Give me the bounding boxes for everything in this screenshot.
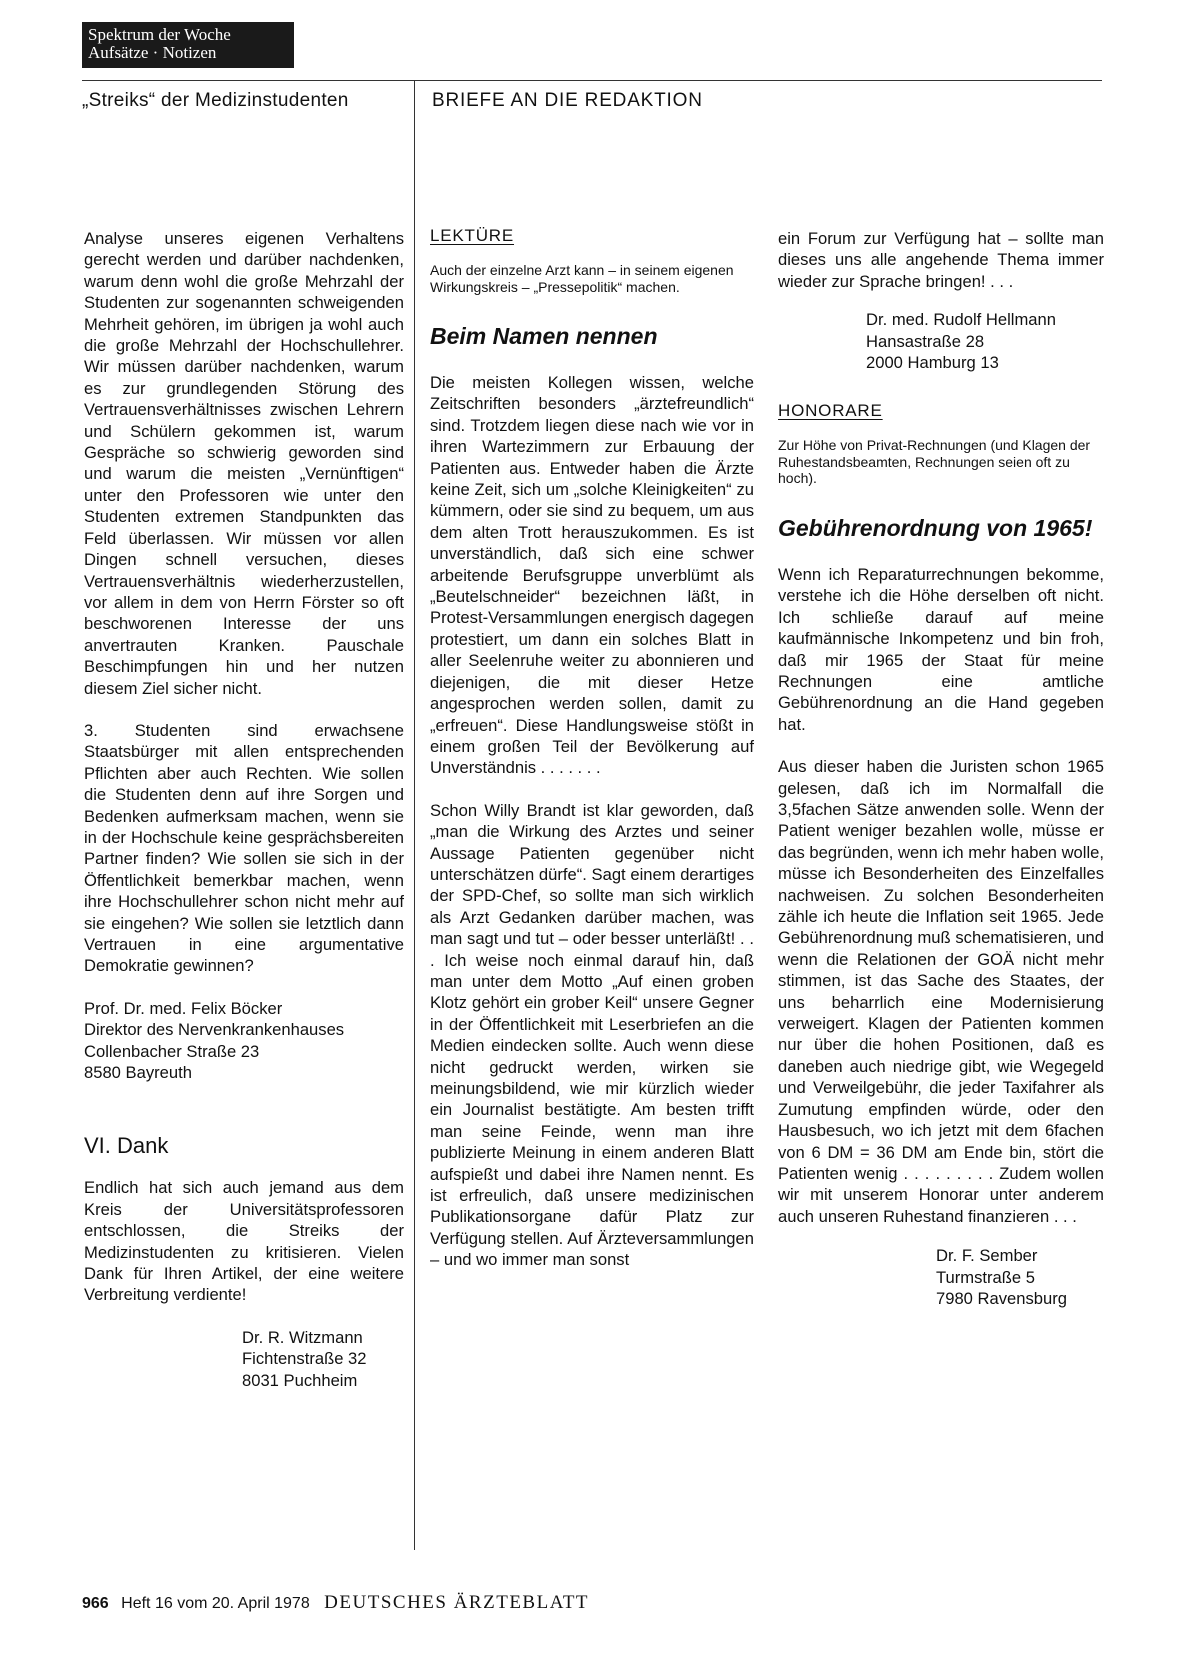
signature-hellmann: Dr. med. Rudolf Hellmann Hansastraße 28 2000 Hamburg 13 xyxy=(866,310,1056,373)
magazine-name: DEUTSCHES ÄRZTEBLATT xyxy=(324,1592,590,1613)
signature-boecker: Prof. Dr. med. Felix Böcker Direktor des Nervenkrankenhauses Collenbacher Straße 23 8580 Bayreuth xyxy=(84,998,345,1083)
body-paragraph: Wenn ich Reparaturrechnungen bekomme, verstehe ich die Höhe derselben oft nicht. Ich schließe darauf auf meine kaufmännische Inkompetenz und bin froh, daß mir 1965 der Staat für meine Rechnungen eine amtliche Gebührenordnung an die Hand gegeben hat. xyxy=(778,564,1104,734)
column-1 xyxy=(84,228,404,1391)
lead-text: Zur Höhe von Privat-Rechnungen (und Klagen der Ruhestandsbeamten, Rechnungen seien oft zu hoch). xyxy=(778,437,1091,487)
letter-headline: Beim Namen nennen xyxy=(430,323,658,349)
body-paragraph: Aus dieser haben die Juristen schon 1965 gelesen, daß ich im Normalfall die 3,5fachen Sätze anwenden solle. Wenn der Patient weniger bezahlen wolle, müsse er das begründen, wenn ich mehr haben wolle, müsse ich Besonderheiten des Einzelfalles nachweisen. Zu solchen Besonderheiten zähle ich heute die Inflation seit 1965. Jede Gebührenordnung muß schematisieren, und wenn die Relationen der GOÄ nicht mehr stimmen, ist das Sache des Staates, der uns beharrlich eine Modernisierung verweigert. Klagen der Patienten kommen nur über die hohen Positionen, daß es daneben auch niedrige gibt, wie Wegegeld und Verweilgebühr, die jeder Taxifahrer als Zumutung empfinden würde, oder den Hausbesuch, wo ich jetzt mit dem 6fachen von 6 DM = 36 DM am Ende bin, stört die Patienten wenig . . . . . . . . . Zudem wollen wir mit unserem Honorar unter anderem auch unseren Ruhestand finanzieren . . . xyxy=(778,757,1104,1226)
body-paragraph: Endlich hat sich auch jemand aus dem Kreis der Universitätsprofessoren entschlossen, die Streiks der Medizinstudenten zu kritisieren. Vielen Dank für Ihren Artikel, der eine weitere Verbreitung verdiente! xyxy=(84,1178,404,1305)
letter-headline: Gebührenordnung von 1965! xyxy=(778,514,1093,541)
issue-info: Heft 16 vom 20. April 1978 xyxy=(121,1595,310,1612)
header-rule xyxy=(82,80,1102,81)
section-badge xyxy=(82,22,294,68)
body-paragraph: Schon Willy Brandt ist klar geworden, daß „man die Wirkung des Arztes und seiner Aussage Patienten gegenüber nicht unterschätzen dürfe“. Sagt einem derartiges der SPD-Chef, so sollte man sich wirklich als Arzt Gedanken darüber machen, was man sagt und tut – oder besser unterläßt! . . . Ich weise noch einmal darauf hin, daß man unter dem Motto „Auf einen groben Klotz gehört ein grober Keil“ unsere Gegner in der Öffentlichkeit mit Leserbriefen an die Medien eindecken sollte. Auch wenn diese nicht gedruckt werden, wirken sie meinungsbildend, wie mir kürzlich wieder ein Journalist bestätigte. Am besten trifft man seine Feinde, wenn man ihre publizierte Meinung in einem anderen Blatt aufspießt und dabei ihre Namen nennt. Es ist erfreulich, daß unsere medizinischen Publikationsorgane dafür Platz zur Verfügung stellen. Auf Ärzteversammlungen – und wo immer man sonst xyxy=(430,800,754,1270)
letters-section-title: BRIEFE AN DIE REDAKTION xyxy=(432,90,703,111)
body-paragraph: Analyse unseres eigenen Verhaltens gerecht werden und darüber nachdenken, warum denn wohl die große Mehrzahl der Studenten zur sogenannten schweigenden Mehrheit gehören, im übrigen ja wohl auch die große Mehrzahl der Hochschullehrer. Wir müssen darüber nachdenken, warum es zur grundlegenden Störung des Vertrauensverhältnisses zwischen Lehrern und Schülern gekommen ist, warum Gespräche so schwierig geworden sind und warum die meisten „Vernünftigen“ unter den Professoren wie unter den Studenten extremen Standpunkten das Feld überlassen. Wir müssen vor allen Dingen schnell versuchen, dieses Vertrauensverhältnis wiederherzustellen, vor allem in dem von Herrn Förster so oft beschworenen Interesse der uns anvertrauten Kranken. Pauschale Beschimpfungen hin und her nutzen diesem Ziel sicher nicht. xyxy=(84,229,404,698)
rubric-label: HONORARE xyxy=(778,401,883,421)
badge-line-2: Aufsätze · Notizen xyxy=(88,43,217,62)
section-heading: VI. Dank xyxy=(84,1133,169,1159)
signature-witzmann: Dr. R. Witzmann Fichtenstraße 32 8031 Puchheim xyxy=(242,1327,367,1390)
lead-text: Auch der einzelne Arzt kann – in seinem eigenen Wirkungskreis – „Pressepolitik“ machen. xyxy=(430,262,734,295)
column-divider xyxy=(414,80,415,1550)
rubric-label: LEKTÜRE xyxy=(430,226,515,245)
body-paragraph: Die meisten Kollegen wissen, welche Zeitschriften besonders „ärztefreundlich“ sind. Trotzdem liegen diese nach wie vor in ihren Wartezimmern zur Erbauung der Patienten aus. Entweder haben die Ärzte keine Zeit, sich um „solche Kleinigkeiten“ zu kümmern, oder sie sind zu bequem, um aus dem alten Trott herauszukommen. Es ist unverständlich, daß sich eine schwer arbeitende Berufsgruppe unverblümt als „Beutelschneider“ bezeichnen läßt, in Protest-Versammlungen energisch dagegen protestiert, um dann ein solches Blatt in aller Seelenruhe weiter zu abonnieren und diejenigen, die mit dieser Hetze angesprochen werden sollen, damit zu „erfreuen“. Diese Handlungsweise stößt in einem großen Teil der Bevölkerung auf Unverständnis . . . . . . . xyxy=(430,373,754,778)
column-2 xyxy=(430,226,754,1271)
body-paragraph: ein Forum zur Verfügung hat – sollte man dieses uns alle angehende Thema immer wieder zur Sprache bringen! . . . xyxy=(778,229,1104,291)
continued-article-title: „Streiks“ der Medizinstudenten xyxy=(82,90,349,111)
body-paragraph: 3. Studenten sind erwachsene Staatsbürger mit allen entsprechenden Pflichten aber auch Rechten. Wie sollen die Studenten denn auf ihre Sorgen und Bedenken aufmerksam machen, wenn sie in der Hochschule keine gesprächsbereiten Partner finden? Wie sollen sie sich in der Öffentlichkeit bemerkbar machen, wenn ihre Hochschullehrer schon nicht mehr auf sie eingehen? Wie sollen sie letztlich dann Vertrauen in eine argumentative Demokratie gewinnen? xyxy=(84,720,404,976)
page-footer xyxy=(82,1592,589,1614)
column-3 xyxy=(778,228,1104,1309)
badge-line-1: Spektrum der Woche xyxy=(88,25,231,44)
signature-sember: Dr. F. Sember Turmstraße 5 7980 Ravensburg xyxy=(936,1246,1067,1308)
page-number: 966 xyxy=(82,1595,109,1612)
